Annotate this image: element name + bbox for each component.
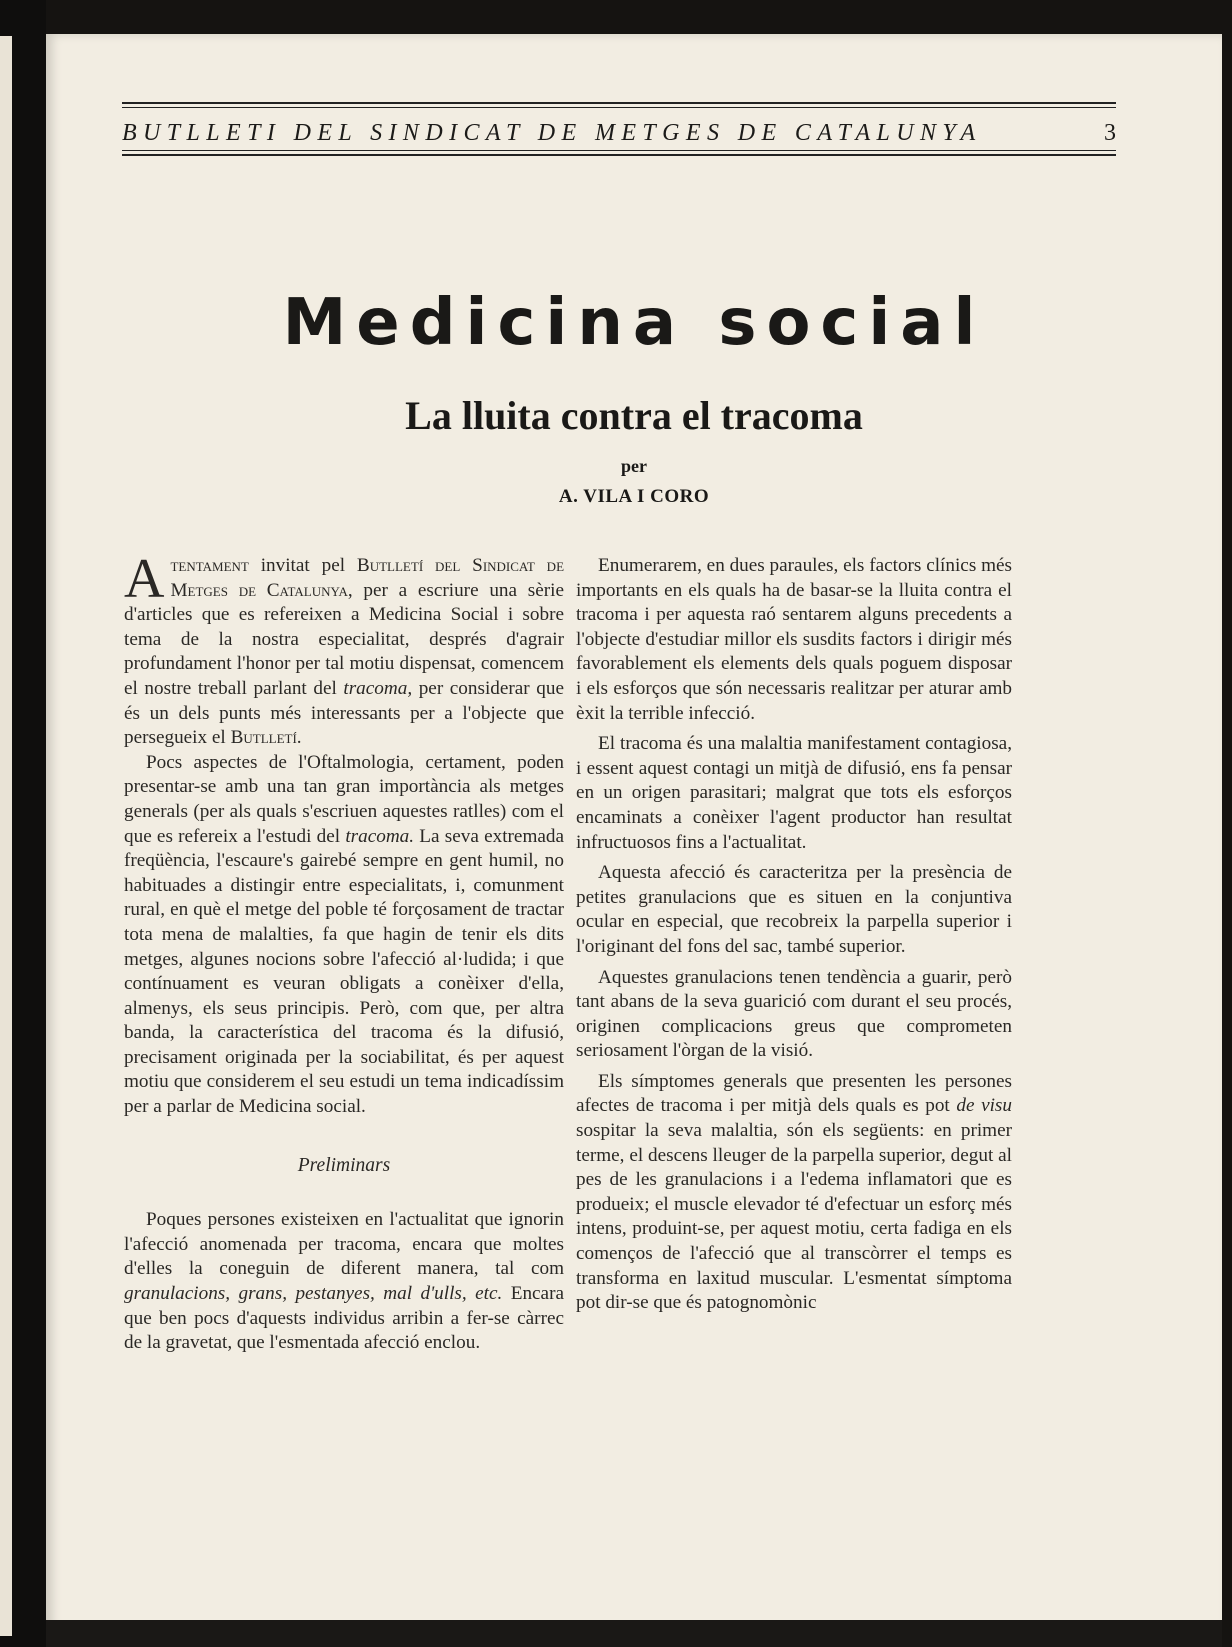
page-number: 3 <box>1104 119 1116 146</box>
text-run: Pocs aspectes de l'Oftalmologia, certament, poden presentar-se amb una tan gran importància als metges generals (per als quals s'escriuen aquestes ratlles) com el que es refereix a l'estudi del <box>124 751 564 847</box>
text-run: sospitar la seva malaltia, són els següents: en primer terme, el descens lleuger de la parpella superior, degut al pes de les granulacions i a l'edema inflamatori que es produeix; el muscle elevador té d'efectuar un esforç més intens, produint-se, per aquest motiu, certa fadiga en els començos de l'afecció que al transcòrrer el temps es transforma en laxitud muscular. L'esmentat símptoma pot dir-se que és patognomònic <box>576 1120 1012 1314</box>
italic-term: de visu <box>956 1095 1012 1117</box>
text-run: Encara que ben pocs d'aquests individus arribin a fer-se càrrec de la gravetat, que l'esmentada afecció enclou. <box>124 1283 564 1354</box>
subsection-heading: Preliminars <box>297 1154 391 1176</box>
left-column <box>124 548 565 1356</box>
italic-term: tracoma, <box>343 677 413 699</box>
italic-term: tracoma. <box>345 825 415 847</box>
header-rule-top-thin <box>122 107 1116 108</box>
text-run: , per a escriure una sèrie d'articles que es refereixen a Medicina Social i sobre tema de la nostra especialitat, després d'agrair profundament l'honor per tal motiu dispensat, comencem el nostre treball parlant del <box>124 579 564 699</box>
journal-name-short: Butlletí. <box>230 727 302 749</box>
text-run: invitat pel <box>248 555 357 576</box>
paragraph <box>576 1070 1012 1316</box>
author-name: A. VILA I CORO <box>558 486 710 507</box>
paragraph <box>124 751 564 1120</box>
facing-page-strip <box>0 36 12 1636</box>
byline-prefix: per <box>621 456 647 476</box>
opening-words: tentament <box>170 555 249 576</box>
right-column <box>576 554 1012 1316</box>
running-head <box>122 120 1116 146</box>
section-title: Medicina social <box>282 286 986 360</box>
header-rule-bottom-thin <box>122 150 1116 151</box>
text-run: per considerar que és un dels punts més interessants per a l'objecte que persegueix el <box>124 677 564 749</box>
journal-page <box>46 34 1222 1647</box>
running-title: BUTLLETI DEL SINDICAT DE METGES DE CATALUNYA <box>122 119 982 146</box>
paragraph <box>124 1208 564 1356</box>
paragraph: Enumerarem, en dues paraules, els factors clínics més importants en els quals ha de basar-se la lluita contra el tracoma i per aquesta raó sentarem alguns precedents a l'objecte d'estudiar millor els susdits factors i dirigir més favorablement els elements dels quals poguem disposar i els esforços que són necessaris realitzar per aturar amb èxit la terrible infecció. <box>576 555 1012 724</box>
paragraph: El tracoma és una malaltia manifestament contagiosa, i essent aquest contagi un mitjà de difusió, ens fa pensar en un origen parasitari; malgrat que tots els esforços encaminats a conèixer l'agent productor han resultat infructuosos fins a l'actualitat. <box>576 733 1012 853</box>
drop-cap: A <box>124 548 165 610</box>
header-rule-bottom <box>122 154 1116 156</box>
scan-bottom-edge <box>46 1620 1222 1647</box>
article-subtitle: La lluita contra el tracoma <box>405 393 863 438</box>
paragraph: Aquestes granulacions tenen tendència a guarir, però tant abans de la seva guarició com durant el seu procés, originen complicacions greus que comprometen seriosament l'òrgan de la visió. <box>576 966 1012 1062</box>
journal-name: Butlletí del Sindicat de Metges de Catalunya <box>170 555 565 601</box>
text-run: La seva extremada freqüència, l'escaure's gairebé sempre en gent humil, no habituades a distingir entre especialitats, i, comunment rural, en què el metge del poble té forçosament de tractar tota mena de malalties, fa que hagin de tenir els dits metges, algunes nocions sobre l'afecció al·ludida; i que contínuament es veuran obligats a conèixer d'ella, almenys, els seus principis. Però, com que, per altra banda, la característica del tracoma és la difusió, precisament originada per la sociabilitat, és per aquest motiu que considerem el seu estudi un tema indicadíssim per a parlar de Medicina social. <box>124 825 564 1118</box>
text-run: Poques persones existeixen en l'actualitat que ignorin l'afecció anomenada per tracoma, encara que moltes d'elles la coneguin de diferent manera, tal com <box>124 1209 564 1280</box>
paragraph <box>124 548 565 751</box>
header-rule-top <box>122 102 1116 104</box>
text-run: Els símptomes generals que presenten les persones afectes de tracoma i per mitjà dels quals es pot <box>576 1070 1012 1117</box>
italic-list: granulacions, grans, pestanyes, mal d'ulls, etc. <box>124 1283 503 1305</box>
paragraph: Aquesta afecció és caracteritza per la presència de petites granulacions que es situen en la conjuntiva ocular en especial, que recobreix la parpella superior i l'originant del fons del sac, també superior. <box>576 862 1012 957</box>
